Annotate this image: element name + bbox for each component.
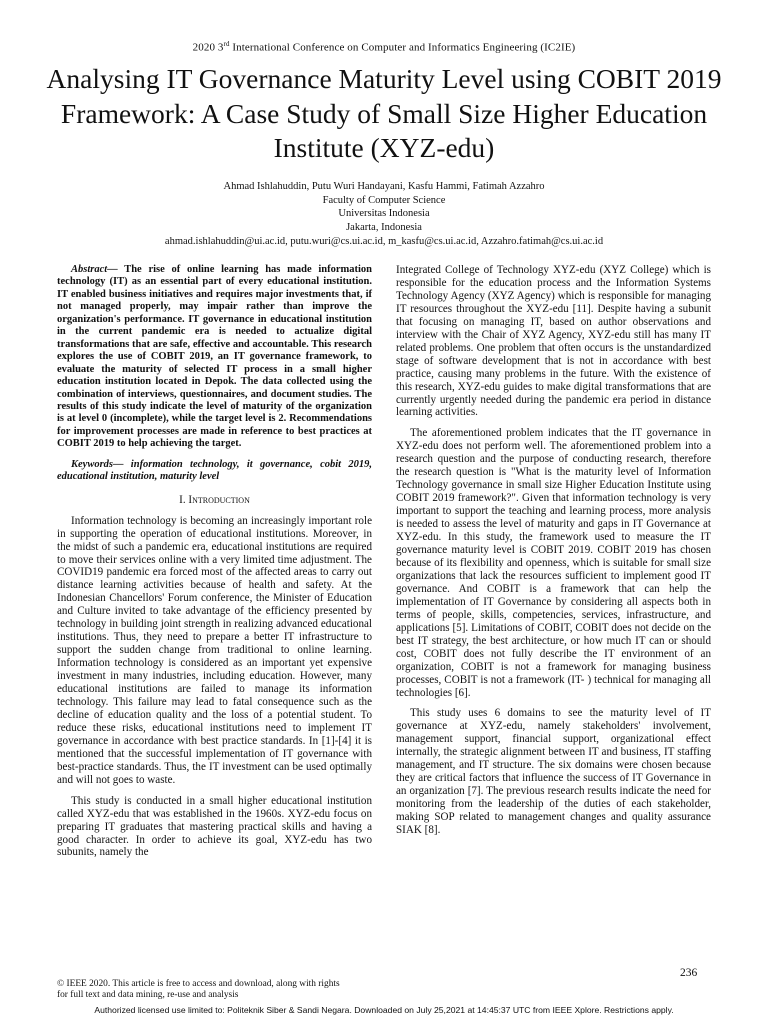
conference-ordinal: rd [223,40,230,48]
author-names: Ahmad Ishlahuddin, Putu Wuri Handayani, Kasfu Hammi, Fatimah Azzahro [223,181,545,192]
conference-name: International Conference on Computer and Informatics Engineering (IC2IE) [229,41,576,54]
conference-prefix: 2020 3 [192,41,224,54]
keywords: Keywords— information technology, it governance, cobit 2019, educational institution, maturity level [57,458,372,483]
section-title: Introduction [188,493,250,506]
author-city: Jakarta, Indonesia [346,222,422,234]
author-block [0,180,768,249]
abstract-label: Abstract [71,264,108,275]
copyright-line-1: © IEEE 2020. This article is free to access and download, along with rights [57,979,340,989]
license-notice: Authorized licensed use limited to: Politeknik Siber & Sandi Negara. Downloaded on July 25,2021 at 14:45:37 UTC from IEEE Xplore. Restrictions apply. [94,1005,674,1015]
author-faculty: Faculty of Computer Science [322,194,446,206]
author-emails: ahmad.ishlahuddin@ui.ac.id, putu.wuri@cs.ui.ac.id, m_kasfu@cs.ui.ac.id, Azzahro.fatimah@cs.ui.ac.id [164,235,604,247]
paragraph-right-3: This study uses 6 domains to see the maturity level of IT governance at XYZ-edu, namely stakeholders' involvement, management support, financial support, organizational effect internally, the strategic alignment between IT and business, IT staffing management, and IT structure. The six domains were chosen because they are critical factors that influence the success of IT Governance in an organization [7]. The previous research results indicate the need for monitoring from the leadership of the duties of each stakeholder, making SOP related to management changes and quality assurance SIAK [8]. [396,707,711,837]
paragraph-intro-1: Information technology is becoming an increasingly important role in supporting the operation of educational institutions. Moreover, in the midst of such a pandemic era, educational institutions are required to move their services online with a very limited time adjustment. The COVID19 pandemic era forced most of the affected areas to carry out distance learning activities because of health and safety. At the Indonesian Chancellors' Forum conference, the Minister of Education and Culture invited to take advantage of the efficiency presented by technology in building joint strength in realizing advanced educational institutions. Thus, they need to prepare a better IT infrastructure to support the sudden change from traditional to online learning. Information technology is considered as an important yet expensive investment in many industries, including education. However, many educational institutions are failed to manage its information technology. This failure may lead to fatal consequence such as the decline of education quality and the loss of a potential student. To reduce these risks, educational institutions need to implement IT governance in accordance with best practice standards. In [1]-[4] it is mentioned that the successful implementation of IT governance with best-practice standards. Thus, the IT investment can be used optimally and will not goes to waste. [57,514,372,786]
section-number: I. [179,493,186,506]
paper-title: Analysing IT Governance Maturity Level using COBIT 2019 Framework: A Case Study of Small Size Higher Education Institute (XYZ-edu) [46,63,722,163]
paragraph-intro-2: This study is conducted in a small higher educational institution called XYZ-edu that was established in the 1960s. XYZ-edu focus on preparing IT graduates that mastering practical skills and having a good character. In order to achieve its goal, XYZ-edu has two subunits, namely the [57,794,372,859]
abstract-dash: — [107,264,125,275]
conference-header [0,40,768,54]
section-heading-introduction [57,494,372,507]
left-column [57,264,372,867]
author-university: Universitas Indonesia [338,208,430,220]
page-number: 236 [680,967,698,979]
right-column [396,264,711,845]
abstract-text: The rise of online learning has made information technology (IT) as an essential part of every educational institution. IT enabled business initiatives and requires major investments that, if not managed properly, may impair rather than improve the organization's performance. IT governance in educational institution in the current pandemic era is needed to actualize digital transformations that are safe, effective and accountable. This research explores the use of COBIT 2019, an IT governance framework, to evaluate the maturity of selected IT process in a small higher education institution located in Depok. The data collected using the combination of interviews, questionnaires, and document studies. The results of this study indicate the level of maturity of the organization is at level 0 (incomplete), while the target level is 2. Recommendations for improvement processes are made in reference to best practices at COBIT 2019 to help achieving the target. [57,264,373,450]
copyright-line-2: for full text and data mining, re-use and analysis [57,990,239,1000]
copyright-notice [57,979,387,1001]
paragraph-right-2: The aforementioned problem indicates that the IT governance in XYZ-edu does not perform well. The aforementioned problem into a research question and the purpose of conducting research, therefore the research question is "What is the maturity level of Information Technology governance in small size Higher Education Institute using COBIT 2019 framework?". Given that information technology is very important to support the teaching and learning process, more analysis is needed to assess the level of maturity and gaps in IT Governance at XYZ-edu. In this study, the framework used to measure the IT governance maturity level is COBIT 2019. COBIT 2019 has chosen because of its flexibility and openness, which is suitable for small size organizations that lack the resources sufficient to implement good IT governance. And COBIT is a framework that can help the implementation of IT Governance by considering all aspects both in terms of people, skills, competencies, services, infrastructure, and applications [5]. Limitations of COBIT, COBIT does not decide on the best IT strategy, the best architecture, or how much IT can or should cost, COBIT does not fully describe the IT environment of an organization, COBIT is not a framework for managing business processes, COBIT is not a framework (IT- ) technical for managing all technologies [6]. [396,427,711,699]
abstract [57,264,372,451]
paragraph-right-1: Integrated College of Technology XYZ-edu (XYZ College) which is responsible for the education process and the Information Systems Technology Agency (XYZ Agency) which is responsible for managing IT resources throughout the XYZ-edu [11]. Despite having a subunit that focusing on managing IT, based on author observations and interview with the Chair of XYZ Agency, XYZ-edu still has many IT related problems. One problem that often occurs is the unstandardized stage of software development that is not in accordance with best practice, causing many problems in the future. With the existence of this research, XYZ-edu guides to make digital transformations that are currently urgently needed during the pandemic era period in distance learning activities. [396,264,711,419]
